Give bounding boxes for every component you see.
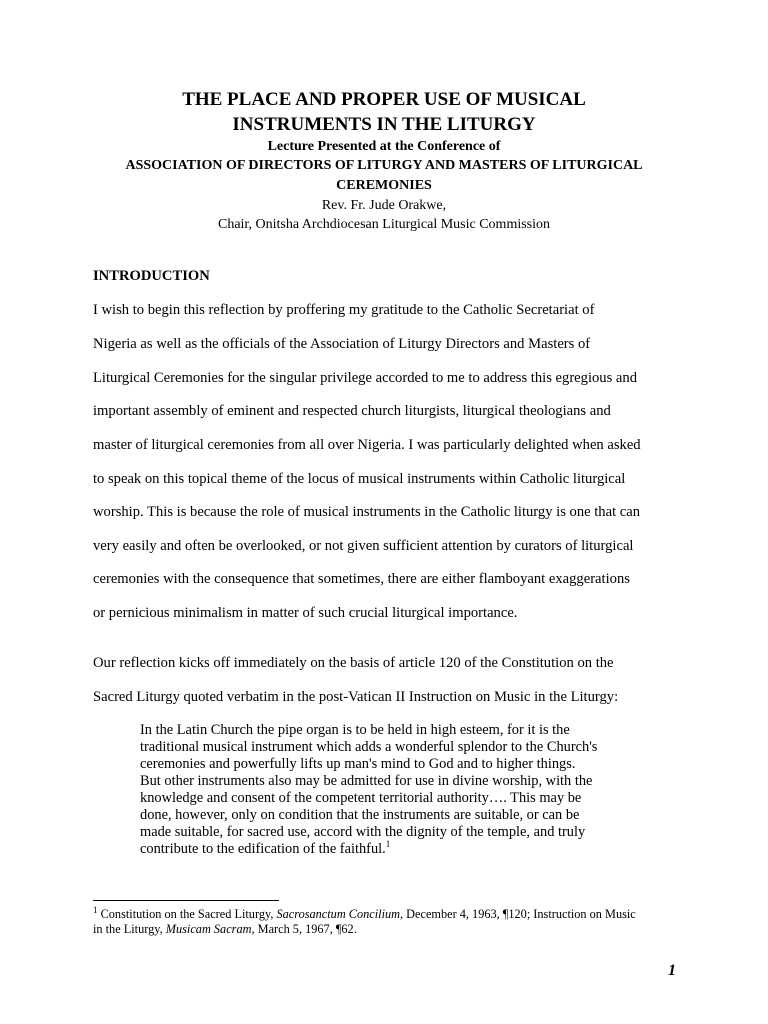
- intro-line: very easily and often be overlooked, or not given sufficient attention by curators of liturgical: [93, 538, 634, 554]
- document-title-line-1: THE PLACE AND PROPER USE OF MUSICAL: [182, 89, 586, 110]
- intro-line: master of liturgical ceremonies from all over Nigeria. I was particularly delighted when asked: [93, 437, 641, 453]
- footnote-text: , March 5, 1967, ¶62.: [251, 922, 357, 936]
- quote-line: But other instruments also may be admitted for use in divine worship, with the: [140, 773, 593, 789]
- intro-line: worship. This is because the role of musical instruments in the Catholic liturgy is one that can: [93, 504, 641, 520]
- association-name-line-1: ASSOCIATION OF DIRECTORS OF LITURGY AND MASTERS OF LITURGICAL: [125, 158, 643, 173]
- footnote-italic-title: Musicam Sacram: [165, 922, 252, 936]
- footnote-text: Constitution on the Sacred Liturgy,: [97, 907, 277, 921]
- intro-line: Nigeria as well as the officials of the Association of Liturgy Directors and Masters of: [93, 336, 591, 352]
- footnote-line-1: [93, 904, 636, 922]
- quote-line: made suitable, for sacred use, accord with the dignity of the temple, and truly: [140, 824, 586, 840]
- quote-line: ceremonies and powerfully lifts up man's mind to God and to higher things.: [140, 756, 576, 772]
- page-number: 1: [668, 962, 676, 979]
- section-heading-introduction: INTRODUCTION: [93, 268, 210, 284]
- intro-line: ceremonies with the consequence that sometimes, there are either flamboyant exaggerations: [93, 571, 630, 587]
- intro-line: Liturgical Ceremonies for the singular privilege accorded to me to address this egregious and: [93, 370, 637, 386]
- intro-line: I wish to begin this reflection by proffering my gratitude to the Catholic Secretariat of: [93, 302, 595, 318]
- intro-line: or pernicious minimalism in matter of such crucial liturgical importance.: [93, 605, 518, 621]
- intro-line: important assembly of eminent and respected church liturgists, liturgical theologians and: [93, 403, 611, 419]
- quote-line: knowledge and consent of the competent territorial authority…. This may be: [140, 790, 582, 806]
- document-title-line-2: INSTRUMENTS IN THE LITURGY: [232, 114, 536, 135]
- footnote-text: , December 4, 1963, ¶120; Instruction on Music: [400, 907, 636, 921]
- quote-line: In the Latin Church the pipe organ is to be held in high esteem, for it is the: [140, 722, 570, 738]
- footnote-line-2: [93, 922, 357, 937]
- author-role: Chair, Onitsha Archdiocesan Liturgical Music Commission: [217, 217, 551, 232]
- quote-line: traditional musical instrument which adds a wonderful splendor to the Church's: [140, 739, 598, 755]
- footnote-number: 1: [93, 904, 98, 915]
- lecture-subtitle: Lecture Presented at the Conference of: [267, 139, 501, 154]
- quote-last-line: [140, 841, 390, 858]
- reflection-line: Sacred Liturgy quoted verbatim in the post-Vatican II Instruction on Music in the Liturgy:: [93, 689, 619, 705]
- quote-line: contribute to the edification of the faithful.: [140, 841, 386, 857]
- quote-line: done, however, only on condition that the instruments are suitable, or can be: [140, 807, 580, 823]
- footnote-separator: [93, 900, 279, 901]
- reflection-line: Our reflection kicks off immediately on the basis of article 120 of the Constitution on the: [93, 655, 614, 671]
- footnote-text: in the Liturgy,: [93, 922, 166, 936]
- intro-line: to speak on this topical theme of the locus of musical instruments within Catholic liturgical: [93, 471, 626, 487]
- footnote-italic-title: Sacrosanctum Concilium: [276, 907, 401, 921]
- author-name: Rev. Fr. Jude Orakwe,: [321, 198, 447, 213]
- footnote-reference[interactable]: 1: [385, 839, 391, 850]
- association-name-line-2: CEREMONIES: [336, 178, 432, 193]
